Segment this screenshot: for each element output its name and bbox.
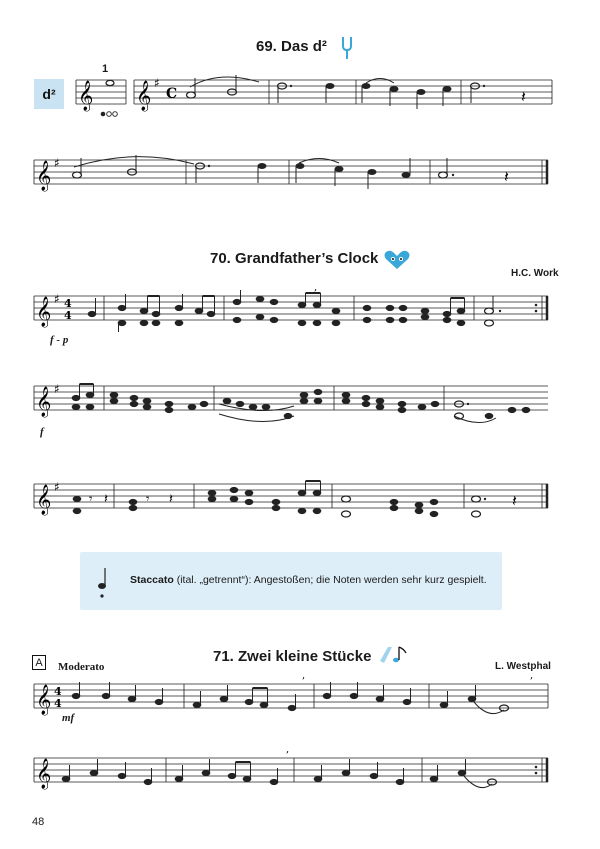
svg-text:4: 4 [64,297,72,310]
music-notes-icon [378,643,408,665]
fingering-staff [76,74,126,119]
staff-69-line2 [34,154,548,194]
svg-text:♯: ♯ [54,156,60,170]
svg-text:𝄞: 𝄞 [36,759,52,789]
svg-text:𝄽: 𝄽 [521,87,526,106]
svg-text:,: , [302,670,306,681]
staff-70-line3 [34,478,548,524]
svg-text:,: , [314,282,318,293]
svg-text:𝄽: 𝄽 [504,167,509,186]
svg-text:♯: ♯ [54,480,60,494]
composer-71: L. Westphal [495,661,551,672]
composer-70: H.C. Work [511,268,559,279]
dynamic-f-p: f - p [50,334,69,346]
svg-text:𝄾: 𝄾 [89,492,93,507]
section-marker-a: A [32,655,46,670]
svg-text:𝄞: 𝄞 [36,485,52,515]
fingering-number: 1 [102,63,109,75]
staccato-description [130,573,487,587]
page-number: 48 [32,816,45,828]
staff-71-line2 [34,744,548,796]
svg-text:C: C [166,86,178,102]
tempo-marking: Moderato [58,661,105,673]
staccato-term: Staccato [130,574,174,586]
svg-text:♯: ♯ [54,292,60,306]
svg-text:𝄽: 𝄽 [104,492,108,507]
dynamic-mf: mf [62,712,75,724]
svg-text:4: 4 [54,685,62,698]
staff-71-line1 [34,670,548,722]
svg-text:𝄽: 𝄽 [512,491,517,510]
svg-text:,: , [530,670,534,681]
svg-text:4: 4 [64,309,72,322]
svg-text:𝄞: 𝄞 [36,685,52,715]
svg-text:𝄽: 𝄽 [169,492,173,507]
staccato-note-icon [96,566,110,600]
dynamic-f: f [40,426,44,438]
staff-69-line1 [134,74,552,114]
tuning-fork-icon [340,36,354,60]
svg-text:♯: ♯ [154,76,160,90]
svg-text:𝄞: 𝄞 [36,297,52,327]
svg-text:𝄞: 𝄞 [36,387,52,417]
svg-text:𝄞: 𝄞 [78,81,94,111]
note-badge: d² [34,79,64,109]
svg-text:4: 4 [54,697,62,710]
svg-text:,: , [286,744,290,755]
piece-69-title: 69. Das d² [256,38,327,55]
svg-text:♯: ♯ [54,382,60,396]
svg-text:𝄞: 𝄞 [36,161,52,191]
svg-text:𝄞: 𝄞 [136,81,152,111]
staccato-text: (ital. „getrennt“): Angestoßen; die Noten werden sehr kurz gespielt. [173,574,487,586]
svg-text:𝄾: 𝄾 [146,492,150,507]
heart-with-eyes-icon [383,250,411,270]
piece-70-title: 70. Grandfather’s Clock [210,250,379,267]
piece-71-title: 71. Zwei kleine Stücke [213,648,372,665]
staff-70-line1 [34,282,548,336]
staff-70-line2 [34,380,548,426]
